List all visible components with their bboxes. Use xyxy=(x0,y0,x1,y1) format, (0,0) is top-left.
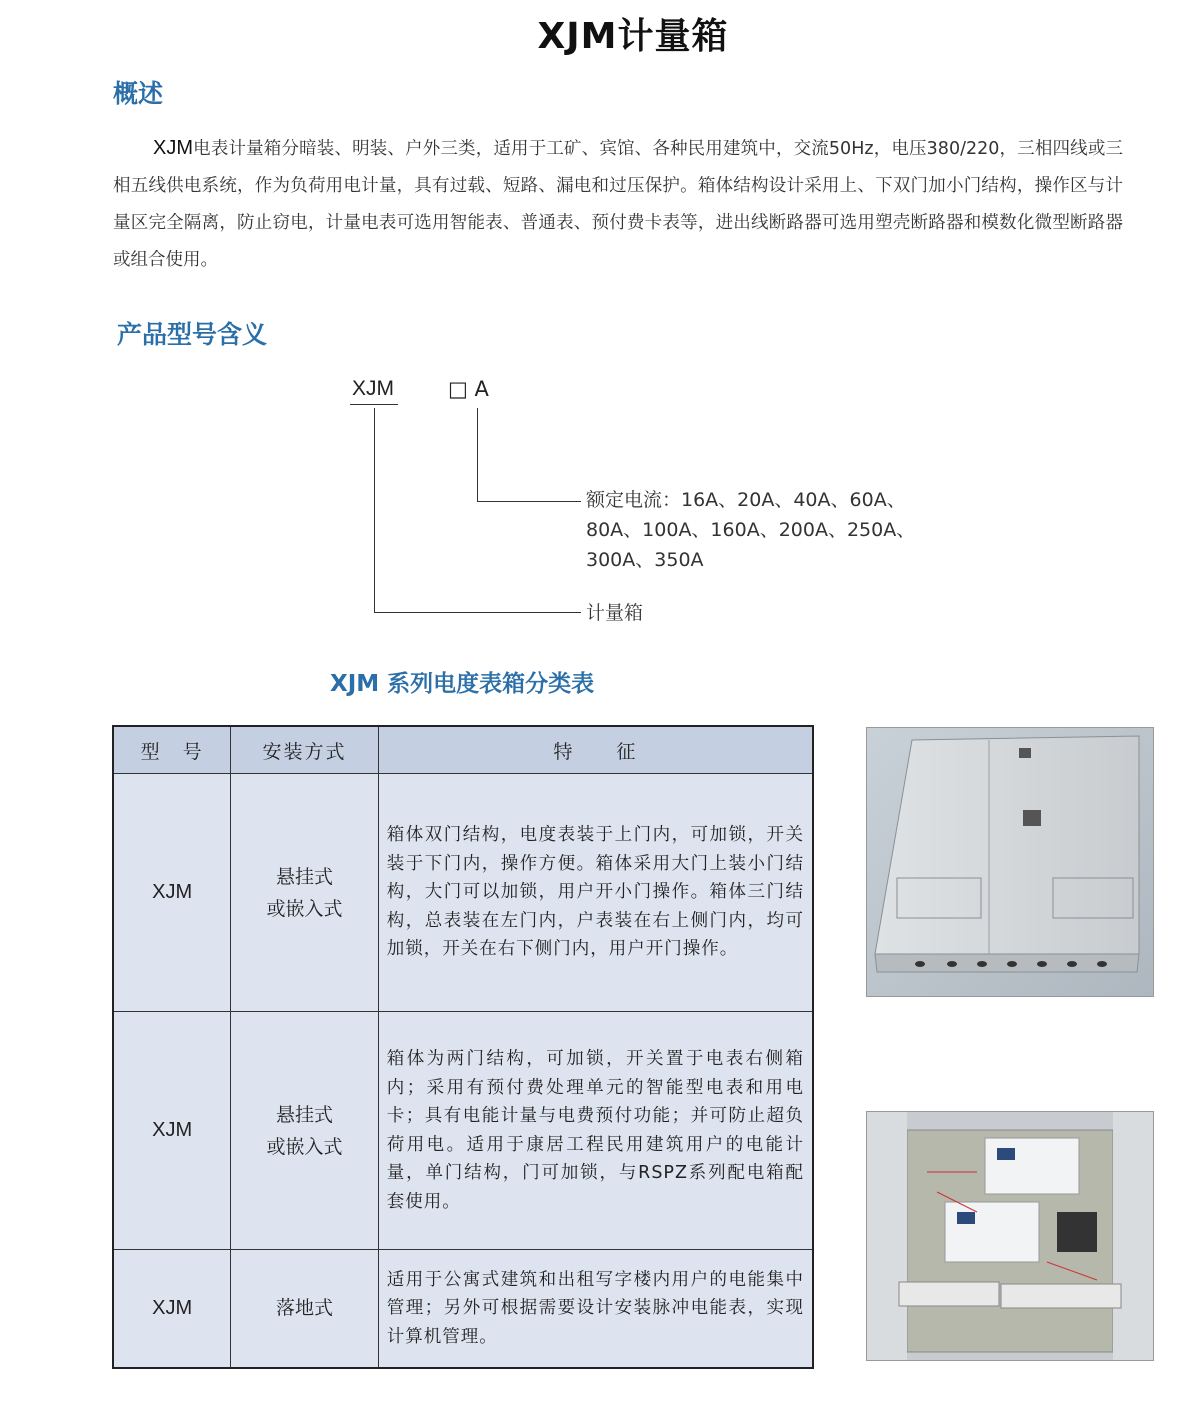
table-row xyxy=(113,1012,813,1250)
mount-line: 或嵌入式 xyxy=(266,1135,343,1158)
overview-paragraph xyxy=(113,130,1123,279)
model-meaning-heading: 产品型号含义 xyxy=(117,320,268,349)
table-row xyxy=(113,1250,813,1368)
header-model: 型 号 xyxy=(113,726,231,774)
rated-current-line: 300A、350A xyxy=(586,549,704,571)
open-meter-box-photo xyxy=(866,1111,1154,1361)
row-mount xyxy=(231,1012,379,1250)
row-features: 箱体双门结构，电度表装于上门内，可加锁，开关装于下门内，操作方便。箱体采用大门上装小门结构，大门可以加锁，用户开小门操作。箱体三门结构，总表装在左门内，户表装在右上侧门内，均可加锁，开关在右下侧门内，用户开门操作。 xyxy=(378,774,813,1012)
row-mount xyxy=(231,774,379,1012)
mount-line: 悬挂式 xyxy=(276,865,334,888)
overview-text: 电表计量箱分暗装、明装、户外三类，适用于工矿、宾馆、各种民用建筑中，交流50Hz，电压380/220，三相四线或三相五线供电系统，作为负荷用电计量，具有过载、短路、漏电和过压保护。箱体结构设计采用上、下双门加小门结构，操作区与计量区完全隔离，防止窃电，计量电表可选用智能表、普通表、预付费卡表等，进出线断路器可选用塑壳断路器和模数化微型断路器或组合使用。 xyxy=(113,139,1123,270)
suffix-vertical-line xyxy=(477,408,478,502)
prefix-meaning: 计量箱 xyxy=(586,602,644,624)
row-features: 适用于公寓式建筑和出租写字楼内用户的电能集中管理；另外可根据需要设计安装脉冲电能表，实现计算机管理。 xyxy=(378,1250,813,1368)
prefix-vertical-line xyxy=(374,408,375,613)
classification-title: XJM 系列电度表箱分类表 xyxy=(330,671,595,697)
rated-current-line: 额定电流：16A、20A、40A、60A、 xyxy=(586,489,906,511)
overview-model: XJM xyxy=(153,137,193,159)
classification-table xyxy=(112,725,814,1369)
header-features: 特 征 xyxy=(378,726,813,774)
code-prefix-underline xyxy=(350,404,398,405)
rated-current-line: 80A、100A、160A、200A、250A、 xyxy=(586,519,916,541)
closed-meter-box-photo xyxy=(866,727,1154,997)
prefix-horizontal-line xyxy=(374,612,581,613)
code-suffix: □ A xyxy=(448,377,489,401)
table-header-row xyxy=(113,726,813,774)
page-title: XJM计量箱 xyxy=(537,16,729,57)
header-mount: 安装方式 xyxy=(231,726,379,774)
open-meter-box-illustration xyxy=(867,1112,1153,1360)
row-features: 箱体为两门结构，可加锁，开关置于电表右侧箱内；采用有预付费处理单元的智能型电表和用电卡；具有电能计量与电费预付功能；并可防止超负荷用电。适用于康居工程民用建筑用户的电能计量，单门结构，门可加锁，与RSPZ系列配电箱配套使用。 xyxy=(378,1012,813,1250)
row-model: XJM xyxy=(113,1250,231,1368)
overview-heading: 概述 xyxy=(113,79,164,108)
table-row xyxy=(113,774,813,1012)
row-mount xyxy=(231,1250,379,1368)
rated-current-text xyxy=(586,485,915,575)
mount-line: 或嵌入式 xyxy=(266,897,343,920)
suffix-horizontal-line xyxy=(477,501,581,502)
closed-meter-box-illustration xyxy=(867,728,1153,996)
mount-line: 悬挂式 xyxy=(276,1103,334,1126)
mount-line: 落地式 xyxy=(276,1297,334,1320)
row-model: XJM xyxy=(113,774,231,1012)
code-prefix: XJM xyxy=(352,377,394,400)
row-model: XJM xyxy=(113,1012,231,1250)
